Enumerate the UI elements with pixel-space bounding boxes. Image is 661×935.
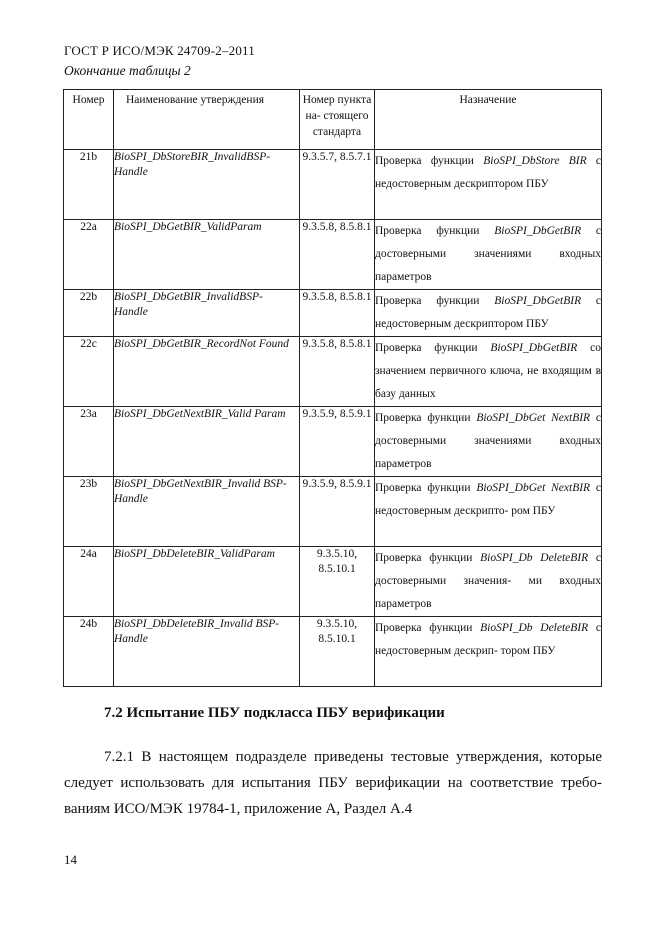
row-clause-ref: 9.3.5.8, 8.5.8.1 <box>300 220 375 290</box>
table-row <box>64 220 602 290</box>
row-purpose: Проверка функции BioSPI_DbGet NextBIR с недостоверным дескрипто- ром ПБУ <box>375 477 602 547</box>
header-clause-number: Номер пункта на- стоящего стандарта <box>300 90 375 150</box>
section-title: 7.2 Испытание ПБУ подкласса ПБУ верификации <box>104 705 445 721</box>
row-statement-name: BioSPI_DbGetNextBIR_Invalid BSP-Handle <box>114 477 300 547</box>
row-statement-name: BioSPI_DbStoreBIR_InvalidBSP- Handle <box>114 150 300 220</box>
row-purpose: Проверка функции BioSPI_DbGetBIR со значением первичного ключа, не входящим в базу данных <box>375 337 602 407</box>
document-header: ГОСТ Р ИСО/МЭК 24709-2–2011 <box>64 43 255 58</box>
row-number: 24a <box>64 547 114 617</box>
table-row <box>64 337 602 407</box>
statements-table <box>63 89 602 687</box>
row-statement-name: BioSPI_DbGetNextBIR_Valid Param <box>114 407 300 477</box>
row-purpose: Проверка функции BioSPI_DbStore BIR с недостоверным дескриптором ПБУ <box>375 150 602 220</box>
row-clause-ref: 9.3.5.10, 8.5.10.1 <box>300 617 375 687</box>
row-statement-name: BioSPI_DbDeleteBIR_Invalid BSP-Handle <box>114 617 300 687</box>
table-row <box>64 150 602 220</box>
row-number: 23b <box>64 477 114 547</box>
row-number: 23a <box>64 407 114 477</box>
header-statement-name: Наименование утверждения <box>114 90 300 150</box>
row-clause-ref: 9.3.5.9, 8.5.9.1 <box>300 477 375 547</box>
header-purpose: Назначение <box>375 90 602 150</box>
body-paragraph: 7.2.1 В настоящем подразделе приведены тестовые утверждения, которые следует использовать для испытания ПБУ верификации на соответствие требо- ваниям ИСО/МЭК 19784-1, приложение А, Раздел А.4 <box>64 749 602 817</box>
row-purpose: Проверка функции BioSPI_DbGetBIR с достоверными значениями входных параметров <box>375 220 602 290</box>
row-clause-ref: 9.3.5.8, 8.5.8.1 <box>300 290 375 337</box>
table-row <box>64 547 602 617</box>
table-row <box>64 407 602 477</box>
table-header-row <box>64 90 602 150</box>
row-clause-ref: 9.3.5.9, 8.5.9.1 <box>300 407 375 477</box>
row-number: 21b <box>64 150 114 220</box>
row-clause-ref: 9.3.5.8, 8.5.8.1 <box>300 337 375 407</box>
table-row <box>64 477 602 547</box>
row-number: 22b <box>64 290 114 337</box>
row-purpose: Проверка функции BioSPI_Db DeleteBIR с недостоверным дескрип- тором ПБУ <box>375 617 602 687</box>
row-number: 22a <box>64 220 114 290</box>
row-number: 22c <box>64 337 114 407</box>
row-statement-name: BioSPI_DbDeleteBIR_ValidParam <box>114 547 300 617</box>
row-purpose: Проверка функции BioSPI_DbGet NextBIR с достоверными значениями входных параметров <box>375 407 602 477</box>
row-statement-name: BioSPI_DbGetBIR_ValidParam <box>114 220 300 290</box>
row-clause-ref: 9.3.5.10, 8.5.10.1 <box>300 547 375 617</box>
table-caption: Окончание таблицы 2 <box>64 63 191 78</box>
row-clause-ref: 9.3.5.7, 8.5.7.1 <box>300 150 375 220</box>
row-statement-name: BioSPI_DbGetBIR_InvalidBSP- Handle <box>114 290 300 337</box>
page-number: 14 <box>64 852 77 867</box>
row-number: 24b <box>64 617 114 687</box>
row-statement-name: BioSPI_DbGetBIR_RecordNot Found <box>114 337 300 407</box>
table-row <box>64 290 602 337</box>
table-row <box>64 617 602 687</box>
row-purpose: Проверка функции BioSPI_DbGetBIR с недостоверным дескриптором ПБУ <box>375 290 602 337</box>
header-number: Номер <box>64 90 114 150</box>
row-purpose: Проверка функции BioSPI_Db DeleteBIR с достоверными значения- ми входных параметров <box>375 547 602 617</box>
